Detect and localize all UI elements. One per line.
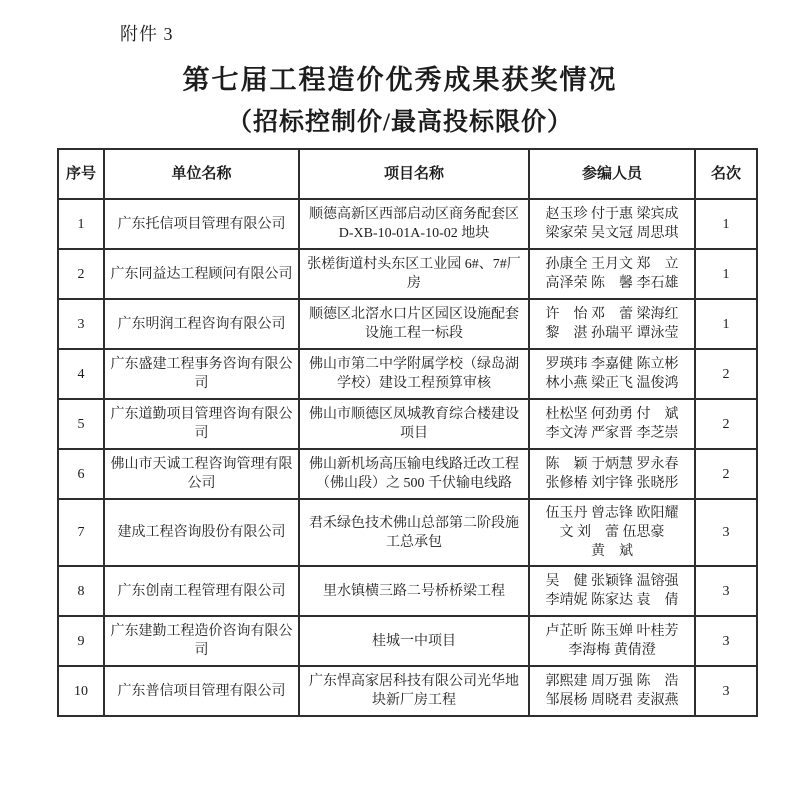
cell-participants: [529, 449, 695, 499]
table-row: [58, 199, 757, 249]
cell-rank: 3: [695, 616, 757, 666]
participants-line: 黎 湛 孙瑞平 谭泳莹: [545, 326, 679, 341]
cell-unit: 广东创南工程管理有限公司: [104, 566, 299, 616]
participants-line: 赵玉珍 付于惠 梁宾成: [545, 207, 679, 222]
cell-project: 顺德区北滘水口片区园区设施配套设施工程一标段: [299, 299, 529, 349]
cell-no: 2: [58, 249, 104, 299]
cell-participants: [529, 349, 695, 399]
cell-no: 5: [58, 399, 104, 449]
cell-no: 7: [58, 499, 104, 566]
awards-table-header: [58, 149, 757, 199]
table-row: [58, 249, 757, 299]
cell-no: 3: [58, 299, 104, 349]
cell-rank: 2: [695, 399, 757, 449]
header-row: [58, 149, 757, 199]
header-cell-project: 项目名称: [299, 149, 529, 199]
document-subtitle: （招标控制价/最高投标限价）: [227, 109, 573, 136]
table-row: [58, 666, 757, 716]
participants-line: 林小燕 梁正飞 温俊鸿: [545, 376, 679, 391]
cell-participants: [529, 399, 695, 449]
header-cell-participants: 参编人员: [529, 149, 695, 199]
cell-project: 佛山新机场高压输电线路迁改工程（佛山段）之 500 千伏输电线路: [299, 449, 529, 499]
table-row: [58, 449, 757, 499]
cell-participants: [529, 616, 695, 666]
participants-line: 李文涛 严家晋 李芝崇: [545, 426, 679, 441]
cell-unit: 广东道勤项目管理咨询有限公司: [104, 399, 299, 449]
cell-no: 1: [58, 199, 104, 249]
participants-line: 许 怡 邓 蕾 梁海红: [545, 307, 679, 322]
table-row: [58, 616, 757, 666]
cell-unit: 广东明润工程咨询有限公司: [104, 299, 299, 349]
cell-participants: [529, 566, 695, 616]
table-row: [58, 299, 757, 349]
cell-participants: [529, 666, 695, 716]
cell-rank: 1: [695, 249, 757, 299]
cell-no: 10: [58, 666, 104, 716]
header-cell-rank: 名次: [695, 149, 757, 199]
table-row: [58, 499, 757, 566]
cell-project: 桂城一中项目: [299, 616, 529, 666]
table-row: [58, 349, 757, 399]
cell-rank: 3: [695, 499, 757, 566]
participants-line: 李靖妮 陈家达 袁 倩: [545, 593, 679, 608]
cell-project: 张槎街道村头东区工业园 6#、7#厂房: [299, 249, 529, 299]
document-title: 第七届工程造价优秀成果获奖情况: [182, 65, 618, 95]
cell-unit: 广东建勤工程造价咨询有限公司: [104, 616, 299, 666]
cell-project: 里水镇横三路二号桥桥梁工程: [299, 566, 529, 616]
cell-participants: [529, 199, 695, 249]
participants-line: 陈 颖 于炳慧 罗永春: [545, 457, 679, 472]
participants-line: 罗瑛玮 李嘉健 陈立彬: [545, 357, 679, 372]
participants-line: 梁家荣 吴文冠 周思琪: [545, 226, 679, 241]
participants-line: 高泽荣 陈 馨 李石雄: [545, 276, 679, 291]
cell-unit: 广东同益达工程顾问有限公司: [104, 249, 299, 299]
header-cell-no: 序号: [58, 149, 104, 199]
cell-project: 佛山市顺德区凤城教育综合楼建设项目: [299, 399, 529, 449]
cell-unit: 广东托信项目管理有限公司: [104, 199, 299, 249]
cell-participants: [529, 499, 695, 566]
participants-line: 杜松坚 何劲勇 付 斌: [545, 407, 679, 422]
participants-line: 邹展杨 周晓君 麦淑燕: [545, 693, 679, 708]
cell-rank: 1: [695, 299, 757, 349]
cell-no: 6: [58, 449, 104, 499]
cell-unit: 建成工程咨询股份有限公司: [104, 499, 299, 566]
participants-line: 黄 斌: [591, 544, 633, 559]
cell-project: 广东悍高家居科技有限公司光华地块新厂房工程: [299, 666, 529, 716]
attachment-label: 附件 3: [120, 24, 174, 44]
cell-unit: 广东普信项目管理有限公司: [104, 666, 299, 716]
cell-unit: 佛山市天诚工程咨询管理有限公司: [104, 449, 299, 499]
participants-line: 吴 健 张颖锋 温镕强: [545, 574, 679, 589]
header-cell-unit: 单位名称: [104, 149, 299, 199]
cell-rank: 2: [695, 349, 757, 399]
cell-project: 君禾绿色技术佛山总部第二阶段施工总承包: [299, 499, 529, 566]
participants-line: 卢芷昕 陈玉婵 叶桂芳: [545, 624, 679, 639]
cell-project: 佛山市第二中学附属学校（绿岛湖学校）建设工程预算审核: [299, 349, 529, 399]
participants-line: 李海梅 黄倩澄: [568, 643, 656, 658]
cell-unit: 广东盛建工程事务咨询有限公司: [104, 349, 299, 399]
cell-participants: [529, 299, 695, 349]
table-row: [58, 399, 757, 449]
participants-line: 郭熙建 周万强 陈 浩: [545, 674, 679, 689]
cell-rank: 2: [695, 449, 757, 499]
awards-table-body: [58, 199, 757, 716]
awards-table: [57, 148, 758, 717]
table-row: [58, 566, 757, 616]
cell-no: 4: [58, 349, 104, 399]
cell-project: 顺德高新区西部启动区商务配套区 D-XB-10-01A-10-02 地块: [299, 199, 529, 249]
cell-rank: 3: [695, 666, 757, 716]
participants-line: 张修椿 刘宇锋 张晓彤: [545, 476, 679, 491]
cell-rank: 3: [695, 566, 757, 616]
participants-line: 文 刘 蕾 伍思豪: [559, 525, 665, 540]
participants-line: 孙康全 王月文 郑 立: [545, 257, 679, 272]
cell-participants: [529, 249, 695, 299]
cell-rank: 1: [695, 199, 757, 249]
cell-no: 8: [58, 566, 104, 616]
participants-line: 伍玉丹 曾志锋 欧阳耀: [545, 506, 679, 521]
cell-no: 9: [58, 616, 104, 666]
